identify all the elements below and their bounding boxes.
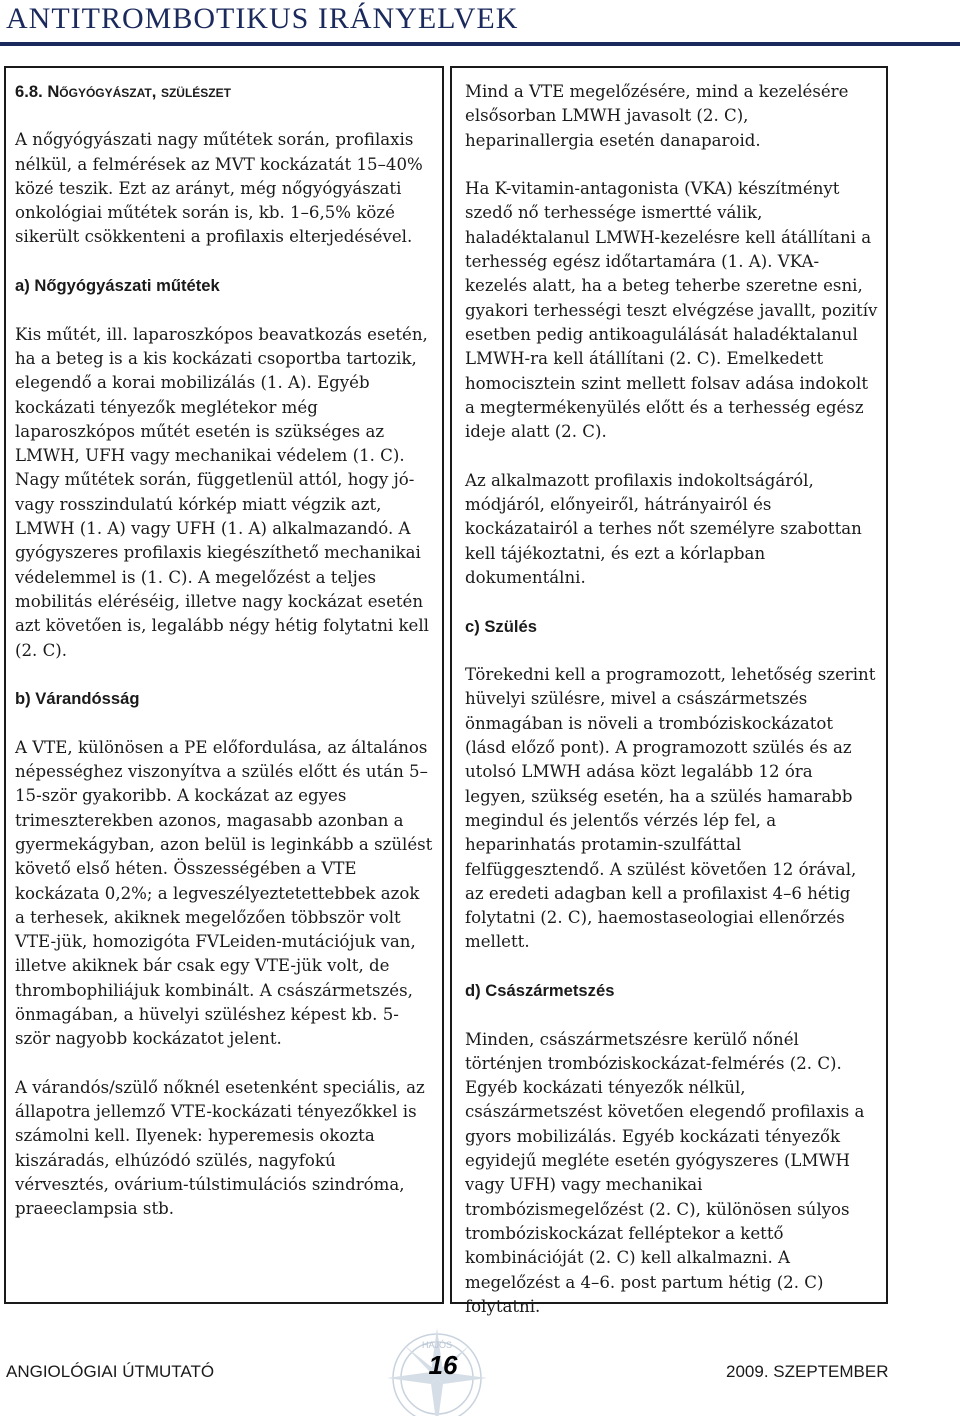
subsection-a-title: a) Nőgyógyászati műtétek	[15, 276, 220, 296]
subsection-b-text-1: A VTE, különösen a PE előfordulása, az általános népességhez viszonyítva a szülés előtt és után 5–15-ször gyakoribb. A kockázat az egyes trimeszterekben azonos, magasabb azonban a gyermekágyban, azon belül is leginkább a szülést követő első héten. Összességében a VTE kockázata 0,2%; a legveszélyeztetettebbek azok a terhesek, akiknek megelőzően többször volt VTE-jük, homozigóta FVLeiden-mutációjuk van, illetve akiknek bár csak egy VTE-jük volt, de thrombophiliájuk kombinált. A császármetszés, önmagában, a hüvelyi szüléshez képest kb. 5-ször nagyobb kockázatot jelent.	[15, 737, 433, 1049]
right-column	[450, 66, 888, 1316]
intro-paragraph: A nőgyógyászati nagy műtétek során, profilaxis nélkül, a felmérések az MVT kockázatát 15–40% közé teszik. Ezt az arányt, még nőgyógyászati onkológiai műtétek során is, kb. 1–6,5% közé sikerült csökkenteni a profilaxis elterjedésével.	[15, 130, 423, 247]
footer-publication: ANGIOLÓGIAI ÚTMUTATÓ	[6, 1362, 215, 1381]
subsection-d-title: d) Császármetszés	[465, 980, 615, 1000]
footer-date: 2009. SZEPTEMBER	[726, 1362, 889, 1381]
subsection-d-text: Minden, császármetszésre kerülő nőnél történjen trombóziskockázat-felmérés (2. C). Egyéb kockázati tényezők nélkül, császármetszést követően elegendő profilaxis a gyors mobilizálás. Egyéb kockázati tényezők egyidejű megléte esetén gyógyszeres (LMWH vagy UFH) vagy mechanikai trombózismegelőzést (2. C), különösen súlyos trombóziskockázat felléptekor a kettő kombinációját (2. C) kell alkalmazni. A megelőzést a 4–6. post partum hétig (2. C) folytatni.	[465, 1029, 865, 1316]
page-title: ANTITROMBOTIKUS IRÁNYELVEK	[6, 2, 519, 35]
subsection-b-text-2: A várandós/szülő nőknél esetenként speciális, az állapotra jellemző VTE-kockázati tényezőkkel is számolni kell. Ilyenek: hyperemesis okozta kiszáradás, elhúzódó szülés, nagyfokú vérvesztés, ovárium-túlstimulációs szindróma, praeeclampsia stb.	[15, 1077, 425, 1219]
subsection-c-title: c) Szülés	[465, 616, 537, 636]
section-number: 6.8.	[15, 82, 43, 101]
right-paragraph-1: Mind a VTE megelőzésére, mind a kezelésére elsősorban LMWH javasolt (2. C), heparinallergia esetén danaparoid.	[465, 82, 849, 150]
logo-text: HAJÓS	[421, 1340, 453, 1350]
section-heading	[15, 80, 434, 104]
page-number: 16	[428, 1350, 458, 1380]
subsection-a-text: Kis műtét, ill. laparoszkópos beavatkozás esetén, ha a beteg is a kis kockázati csoportba tartozik, elegendő a korai mobilizálás (1. A). Egyéb kockázati tényezők meglétekor még laparoszkópos műtét esetén is szükséges az LMWH, UFH vagy mechanikai védelem (1. C). Nagy műtétek során, függetlenül attól, hogy jó- vagy rosszindulatú kórkép miatt végzik azt, LMWH (1. A) vagy UFH (1. A) alkalmazandó. A gyógyszeres profilaxis kiegészíthető mechanikai védelemmel is (1. C). A megelőzést a teljes mobilitás eléréséig, illetve nagy kockázat esetén azt követően is, legalább négy hétig folytatni kell (2. C).	[15, 324, 429, 660]
right-paragraph-3: Az alkalmazott profilaxis indokoltságáról, módjáról, előnyeiről, hátrányairól és kockázatairól a terhes nőt személyre szabottan kell tájékoztatni, és ezt a kórlapban dokumentálni.	[465, 470, 862, 587]
left-column	[4, 66, 444, 1304]
right-paragraph-2: Ha K-vitamin-antagonista (VKA) készítményt szedő nő terhessége ismertté válik, haladéktalanul LMWH-kezelésre kell átállítani a terhesség egész időtartamára (1. A). VKA-kezelés alatt, ha a beteg teherbe szeretne esni, gyakori terhességi teszt elvégzése javallt, pozitív esetben pedig antikoagulálását haladéktalanul LMWH-ra kell átállítani (2. C). Emelkedett homocisztein szint mellett folsav adása indokolt a megtermékenyülés előtt és a terhesség egész ideje alatt (2. C).	[465, 179, 878, 442]
subsection-b-title: b) Várandósság	[15, 689, 140, 709]
subsection-c-text: Törekedni kell a programozott, lehetőség szerint hüvelyi szülésre, mivel a császármetszés önmagában is növeli a trombóziskockázatot (lásd előző pont). A programozott szülés és az utolsó LMWH adása közt legalább 12 óra legyen, szükség esetén, ha a szülés hamarabb megindul és jelentős vérzés lép fel, a heparinhatás protamin-szulfáttal felfüggesztendő. A szülést követően 12 órával, az eredeti adagban kell a profilaxist 4–6 hétig folytatni (2. C), haemostaseologiai ellenőrzés mellett.	[465, 665, 876, 952]
section-title: Nőgyógyászat, szülészet	[47, 82, 231, 101]
header-divider	[0, 42, 960, 46]
